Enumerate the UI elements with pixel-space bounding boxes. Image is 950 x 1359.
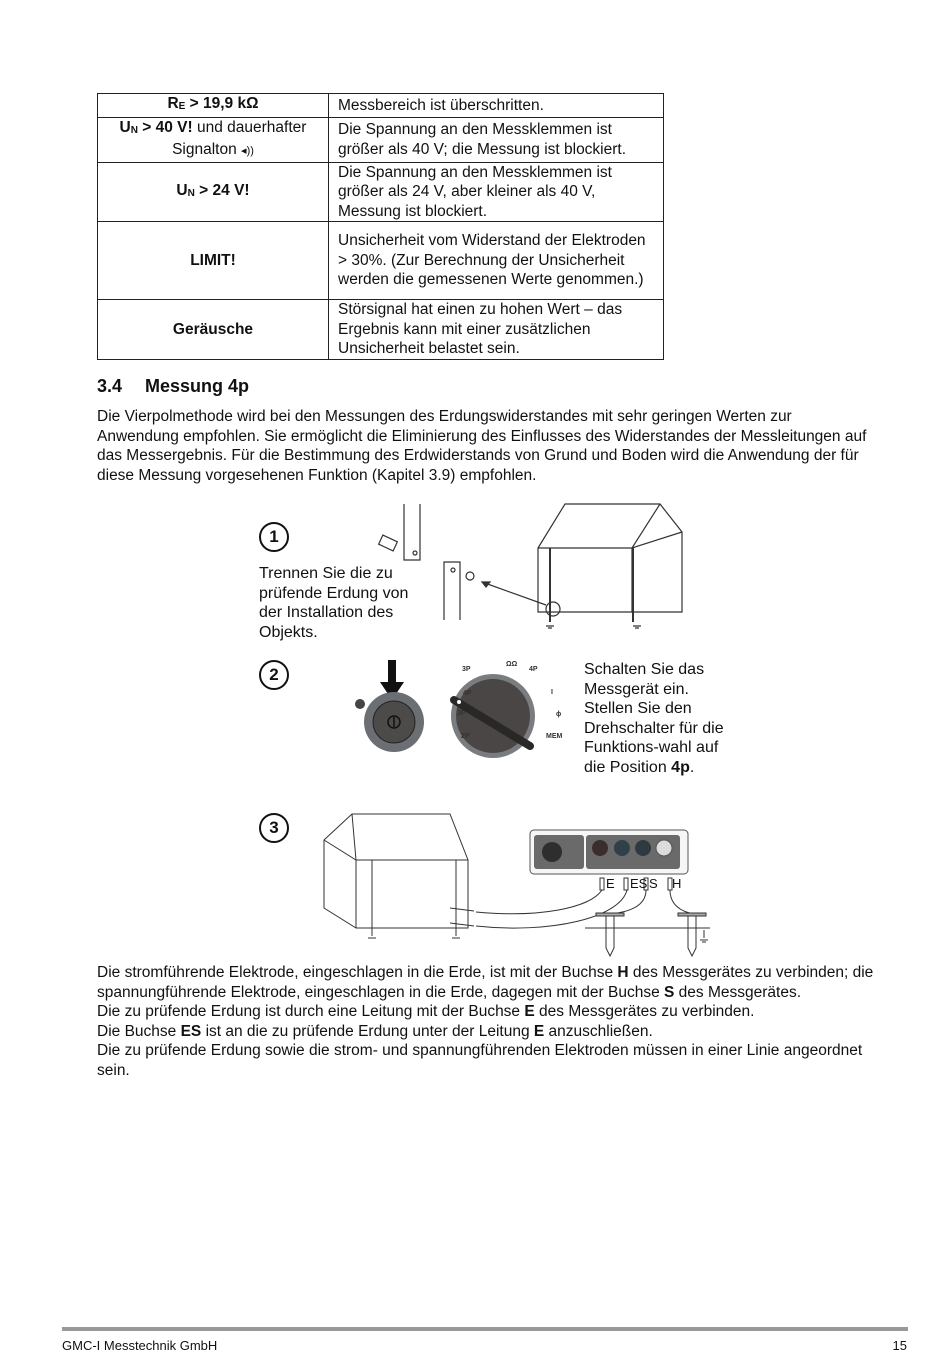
footer-company: GMC-I Messtechnik GmbH [62, 1338, 218, 1353]
paragraph-socket-e: Die zu prüfende Erdung ist durch eine Leitung mit der Buchse E des Messgerätes zu verbinden. [97, 1003, 755, 1020]
speaker-icon: ◂)) [241, 145, 254, 157]
paragraph-socket-es: Die Buchse ES ist an die zu prüfende Erdung unter der Leitung E anzuschließen. [97, 1022, 653, 1040]
body-paragraphs [97, 963, 877, 1080]
disconnect-ground-illustration [370, 500, 690, 640]
table-row: LIMIT! Unsicherheit vom Widerstand der Elektroden > 30%. (Zur Berechnung der Unsicherheit werden die gemessenen Werte genommen.) [98, 222, 664, 300]
step-2-badge: 2 [259, 660, 289, 690]
step-1-badge: 1 [259, 522, 289, 552]
paragraph-alignment: Die zu prüfende Erdung sowie die strom- und spannungführenden Elektroden müssen in einer Linie angeordnet sein. [97, 1042, 863, 1079]
dial-label-2p: 2P [461, 733, 470, 740]
socket-label-es: ES [630, 876, 648, 891]
dial-label-ohm: ΩΩ [506, 661, 518, 668]
socket-label-s: S [649, 876, 658, 891]
dial-label-4p-top: 4P [529, 666, 538, 673]
page-number: 15 [892, 1338, 907, 1353]
section-heading: 3.4 Messung 4p [97, 376, 250, 396]
four-pole-connection-illustration [320, 808, 720, 958]
paragraph-electrodes: Die stromführende Elektrode, eingeschlagen in die Erde, ist mit der Buchse H des Messgerätes zu verbinden; die spannungführende Elektrode, eingeschlagen in die Erde, dagegen mit der Buchse S des Messgerätes. [97, 964, 874, 1001]
table-row: Geräusche Störsignal hat einen zu hohen Wert – das Ergebnis kann mit einer zusätzlichen Unsicherheit belastet sein. [98, 300, 664, 360]
dial-label-3p-left: 3P [457, 710, 466, 717]
footer-divider [62, 1327, 908, 1331]
table-row: $U_N > 40$ V! und dauerhafter Signalton ◂)) Die Spannung an den Messklemmen ist größer als 40 V; die Messung ist blockiert. [98, 117, 664, 162]
step-2-text: Schalten Sie das Messgerät ein. Stellen Sie den Drehschalter für die Funktions-wahl auf die Position 4p. [584, 661, 724, 776]
dial-label-i: I [551, 689, 553, 696]
dial-label-4p: 4P [463, 690, 472, 697]
socket-label-h: H [672, 876, 682, 891]
dial-label-mem: MEM [546, 733, 563, 740]
intro-paragraph: Die Vierpolmethode wird bei den Messungen des Erdungswiderstandes mit sehr geringen Werten zur Anwendung empfohlen. Sie ermöglicht die Eliminierung des Einflusses des Widerstandes der Messleitungen auf das Messergebnis. Für die Bestimmung des Erdwiderstands von Grund und Boden wird die Anwendung der für diese Messung vorgesehenen Funktion (Kapitel 3.9) empfohlen. [97, 408, 867, 484]
error-message-table [97, 93, 664, 360]
dial-label-phi: ϕ [556, 711, 562, 718]
socket-label-e: E [606, 876, 615, 891]
step-1-text: Trennen Sie die zu prüfende Erdung von der Installation des Objekts. [259, 565, 409, 641]
dial-label-3p: 3P [462, 666, 471, 673]
step-3-badge: 3 [259, 813, 289, 843]
table-row: $R_E > 19,9$ kΩ Messbereich ist überschritten. [98, 94, 664, 118]
table-row: $U_N > 24$ V! Die Spannung an den Messklemmen ist größer als 24 V, aber kleiner als 40 V, Messung ist blockiert. [98, 162, 664, 222]
